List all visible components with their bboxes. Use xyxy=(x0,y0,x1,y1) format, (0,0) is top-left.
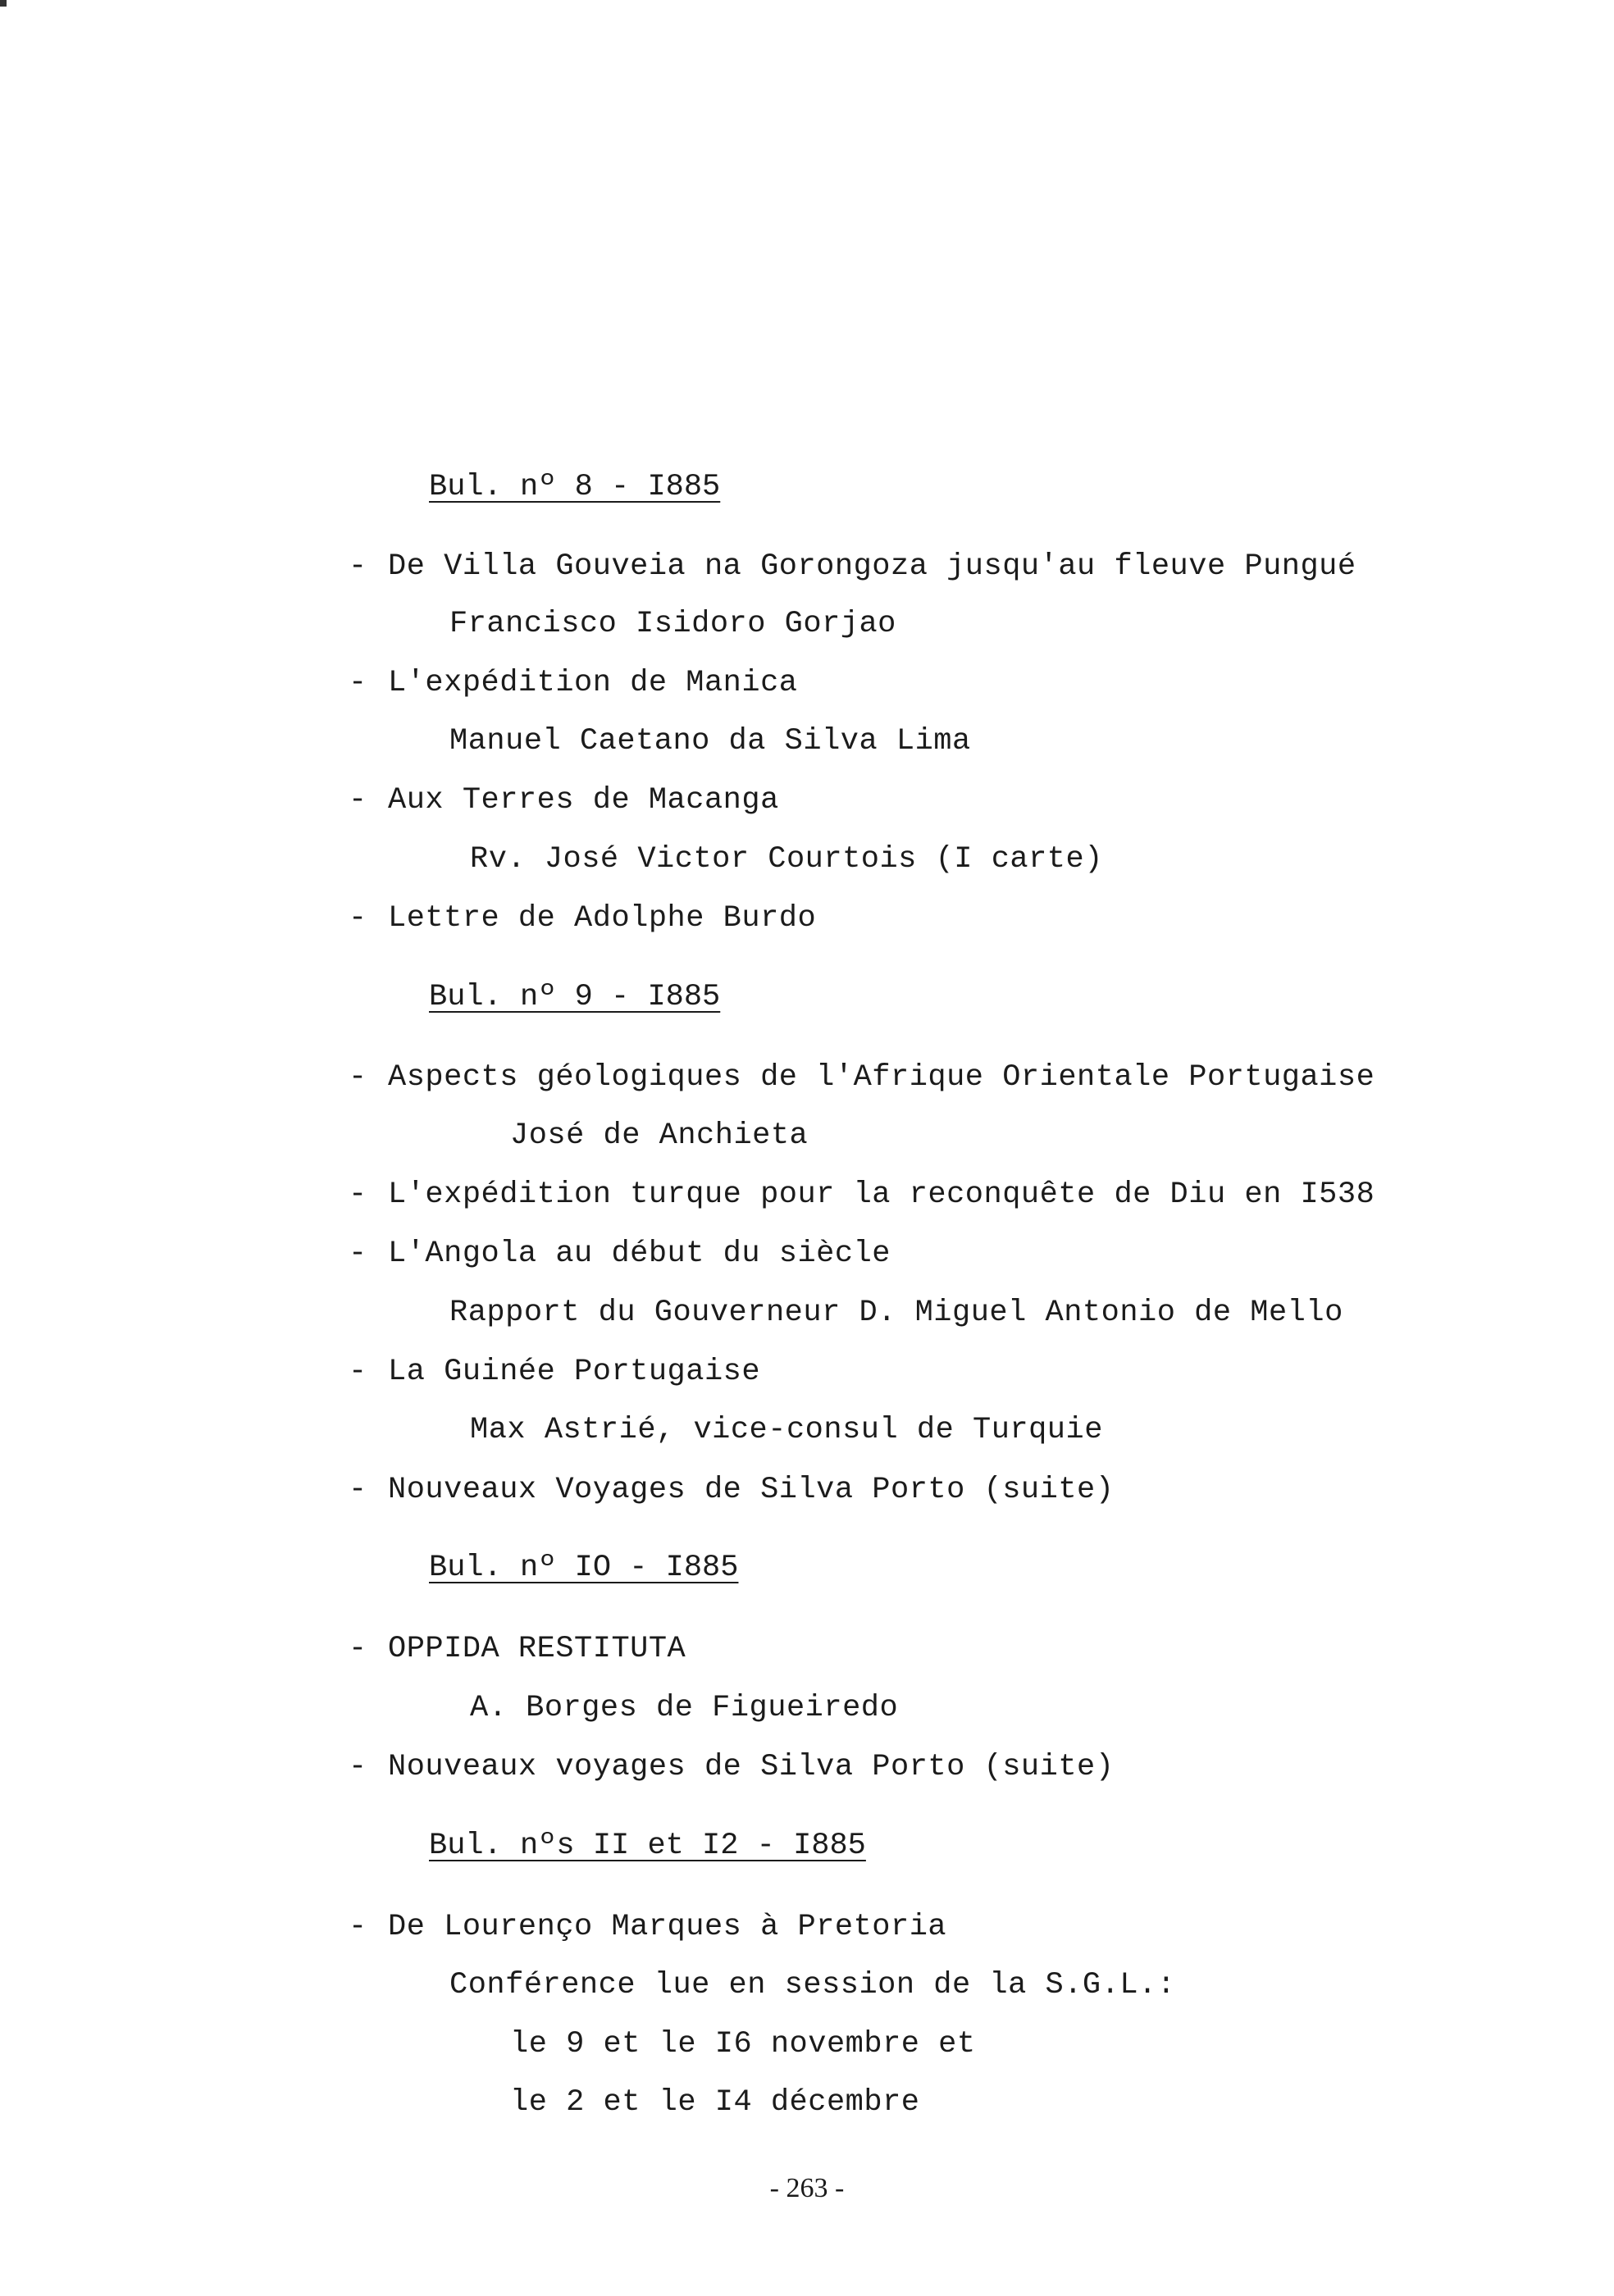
entry-author: Max Astrié, vice-consul de Turquie xyxy=(470,1413,1103,1447)
section-heading: Bul. nº IO - I885 xyxy=(429,1551,739,1585)
entry-title: - La Guinée Portugaise xyxy=(349,1355,761,1389)
entry-author: Manuel Caetano da Silva Lima xyxy=(449,724,971,758)
section-heading: Bul. nº 9 - I885 xyxy=(429,980,721,1014)
page-number: - 263 - xyxy=(769,2173,845,2203)
entry-title: - Nouveaux voyages de Silva Porto (suite) xyxy=(349,1750,1115,1784)
entry-title: - OPPIDA RESTITUTA xyxy=(349,1632,686,1666)
entry-title: - De Villa Gouveia na Gorongoza jusqu'au fleuve Pungué xyxy=(349,549,1356,584)
entry-title: - L'Angola au début du siècle xyxy=(349,1237,891,1271)
entry-title: - L'expédition de Manica xyxy=(349,666,798,700)
entry-author: Francisco Isidoro Gorjao xyxy=(449,607,896,641)
entry-note: le 9 et le I6 novembre et xyxy=(510,2027,976,2061)
entry-author: José de Anchieta xyxy=(510,1118,809,1153)
entry-author: A. Borges de Figueiredo xyxy=(470,1691,899,1725)
entry-author: Rv. José Victor Courtois (I carte) xyxy=(470,842,1103,877)
entry-title: - L'expédition turque pour la reconquête de Diu en I538 xyxy=(349,1178,1375,1212)
entry-title: - Lettre de Adolphe Burdo xyxy=(349,901,817,936)
section-heading: Bul. nºs II et I2 - I885 xyxy=(429,1829,866,1863)
scan-speck xyxy=(0,0,7,7)
entry-title: - Aspects géologiques de l'Afrique Orientale Portugaise xyxy=(349,1060,1375,1095)
entry-author: Rapport du Gouverneur D. Miguel Antonio de Mello xyxy=(449,1296,1343,1330)
entry-note: Conférence lue en session de la S.G.L.: xyxy=(449,1968,1176,2002)
entry-note: le 2 et le I4 décembre xyxy=(510,2085,920,2120)
entry-title: - Aux Terres de Macanga xyxy=(349,783,779,818)
section-heading: Bul. nº 8 - I885 xyxy=(429,470,721,504)
entry-title: - De Lourenço Marques à Pretoria xyxy=(349,1910,947,1944)
entry-title: - Nouveaux Voyages de Silva Porto (suite) xyxy=(349,1473,1115,1507)
